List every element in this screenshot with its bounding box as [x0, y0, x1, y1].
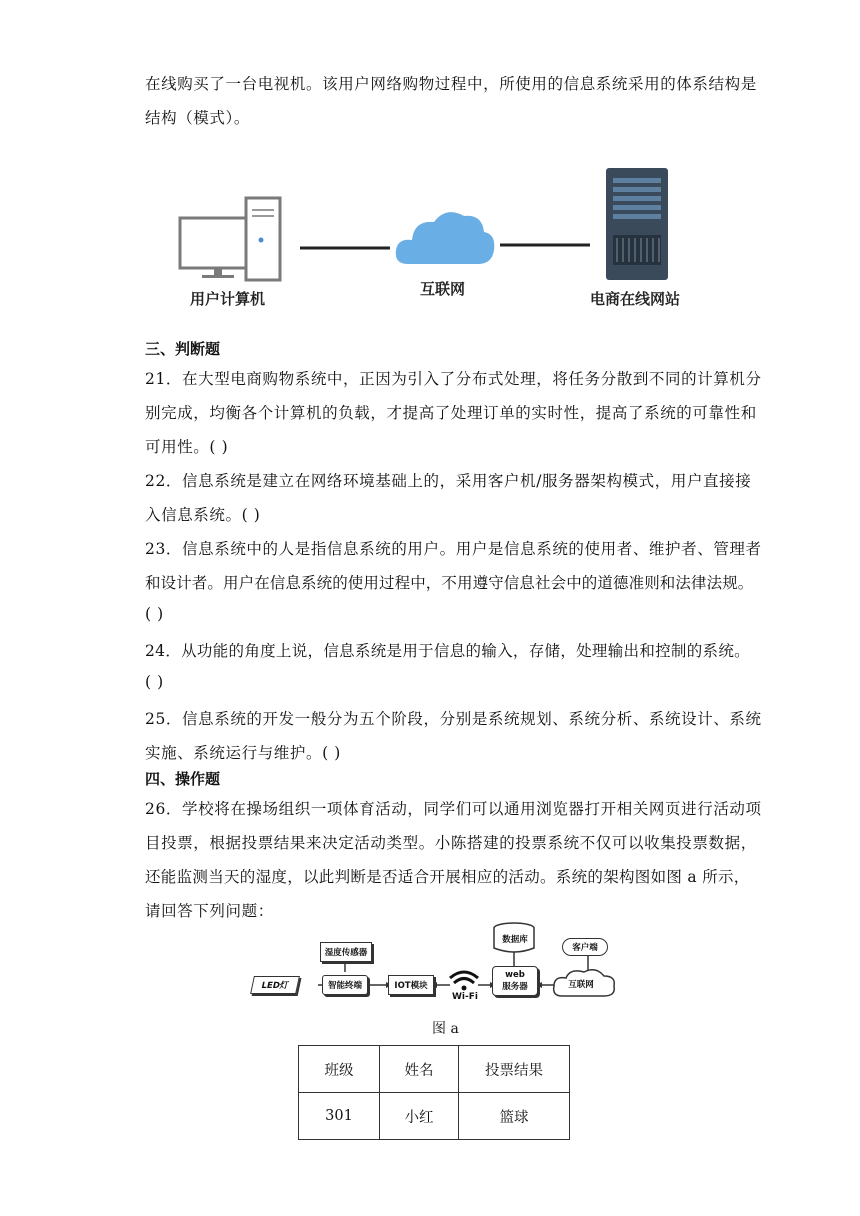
architecture-figure [170, 160, 700, 290]
vote-table [298, 1045, 570, 1140]
website-label: 电商在线网站 [590, 290, 681, 308]
intro-line-1: 在线购买了一台电视机。该用户网络购物过程中，所使用的信息系统采用的体系结构是 [145, 75, 757, 93]
web-server-line-1: web [505, 970, 525, 980]
q23-line-1: 23．信息系统中的人是指信息系统的用户。用户是信息系统的使用者、维护者、管理者 [145, 540, 762, 558]
web-server-box [492, 966, 538, 996]
header-class: 班级 [299, 1046, 380, 1093]
user-computer-label: 用户计算机 [190, 290, 266, 308]
humidity-sensor-box: 湿度传感器 [320, 942, 372, 962]
client-box: 客户端 [562, 938, 608, 956]
intro-line-2: 结构（模式）。 [145, 109, 250, 127]
header-result: 投票结果 [459, 1046, 570, 1093]
figure-a-connectors [250, 920, 630, 1020]
q24-line-2: ( ) [145, 673, 164, 691]
terminal-box: 智能终端 [322, 975, 368, 995]
database-label: 数据库 [502, 935, 528, 945]
internet-label-a: 互联网 [568, 980, 594, 990]
wifi-label: Wi-Fi [452, 992, 478, 1002]
q23-line-3: ( ) [145, 605, 164, 623]
section-4-title: 四、操作题 [145, 770, 221, 788]
server-icon [606, 168, 668, 280]
q26-line-2: 目投票，根据投票结果来决定活动类型。小陈搭建的投票系统不仅可以收集投票数据， [145, 834, 757, 852]
figure-a-caption: 图 a [432, 1021, 459, 1037]
wifi-icon [450, 972, 478, 991]
q26-line-1: 26．学校将在操场组织一项体育活动，同学们可以通用浏览器打开相关网页进行活动项 [145, 800, 762, 818]
section-3-title: 三、判断题 [145, 340, 221, 358]
internet-label: 互联网 [420, 280, 466, 298]
table-header-row [299, 1046, 570, 1093]
header-name: 姓名 [380, 1046, 459, 1093]
web-server-line-2: 服务器 [502, 982, 528, 992]
q25-line-1: 25．信息系统的开发一般分为五个阶段，分别是系统规划、系统分析、系统设计、系统 [145, 710, 762, 728]
q21-line-3: 可用性。( ) [145, 438, 229, 456]
cell-result: 篮球 [459, 1093, 570, 1140]
cell-name: 小红 [380, 1093, 459, 1140]
led-box: LED灯 [250, 976, 300, 994]
q22-line-2: 入信息系统。( ) [145, 506, 261, 524]
q25-line-2: 实施、系统运行与维护。( ) [145, 744, 341, 762]
q26-line-3: 还能监测当天的湿度，以此判断是否适合开展相应的活动。系统的架构图如图 a 所示， [145, 868, 750, 886]
q21-line-2: 别完成，均衡各个计算机的负载，才提高了处理订单的实时性，提高了系统的可靠性和 [145, 404, 757, 422]
q23-line-2: 和设计者。用户在信息系统的使用过程中，不用遵守信息社会中的道德准则和法律法规。 [145, 574, 754, 592]
cell-class: 301 [299, 1093, 380, 1140]
computer-icon [180, 198, 280, 280]
table-row [299, 1093, 570, 1140]
q26-line-4: 请回答下列问题： [145, 902, 274, 920]
q21-line-1: 21．在大型电商购物系统中，正因为引入了分布式处理，将任务分散到不同的计算机分 [145, 370, 762, 388]
q22-line-1: 22．信息系统是建立在网络环境基础上的，采用客户机/服务器架构模式，用户直接接 [145, 472, 752, 490]
cloud-icon [396, 212, 495, 264]
q24-line-1: 24．从功能的角度上说，信息系统是用于信息的输入，存储，处理输出和控制的系统。 [145, 642, 750, 660]
iot-box: IOT模块 [388, 975, 434, 995]
